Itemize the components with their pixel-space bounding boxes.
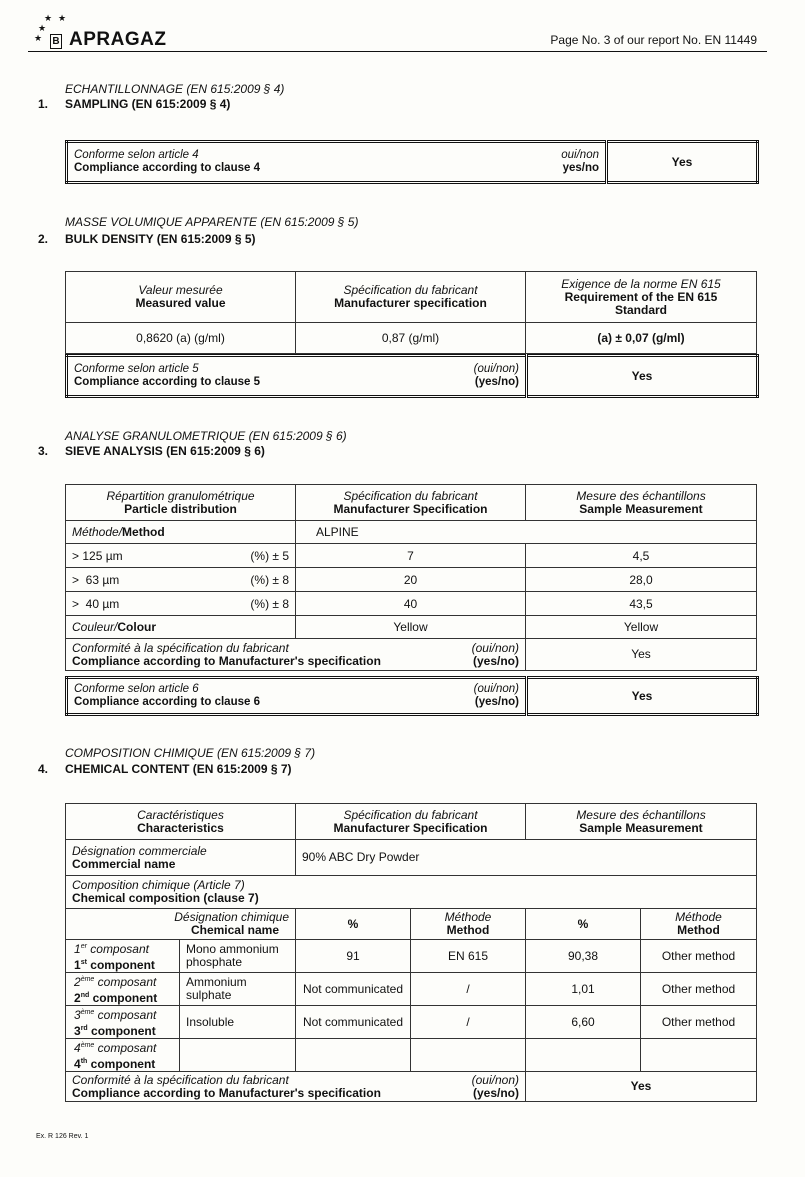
spec-pct: Not communicated — [296, 973, 411, 1006]
component-word-en: component — [92, 991, 158, 1005]
compliance-label-en: Compliance according to clause 5 — [74, 376, 260, 388]
bulk-compliance-table — [65, 354, 759, 398]
yesno-label-fr: (oui/non) — [473, 683, 519, 695]
size-cell — [66, 592, 296, 616]
component-word-fr: composant — [97, 1008, 157, 1022]
sampling-compliance-cell — [67, 142, 607, 183]
size-cell — [66, 568, 296, 592]
table-row — [66, 1039, 757, 1072]
label-en: Commercial name — [72, 856, 176, 871]
section-1-title-fr: ECHANTILLONNAGE (EN 615:2009 § 4) — [65, 82, 285, 96]
measured-value: 0,8620 (a) (g/ml) — [66, 323, 296, 354]
colour-label-en: Colour — [117, 620, 157, 634]
section-3-number: 3. — [38, 444, 49, 458]
label-en: Method — [677, 923, 720, 937]
component-word-en: component — [90, 958, 155, 972]
mspec-result: Yes — [526, 639, 757, 671]
component-word-en: component — [91, 1024, 156, 1038]
section-1-title-en: SAMPLING (EN 615:2009 § 4) — [65, 97, 231, 111]
compliance-cell — [67, 678, 527, 715]
header-requirement — [526, 272, 757, 323]
meas-method-header — [641, 909, 757, 940]
header-spec — [296, 272, 526, 323]
sieve-table — [65, 484, 757, 671]
mspec-compliance-cell — [66, 1072, 526, 1102]
method-value: ALPINE — [296, 521, 757, 544]
spec-method — [411, 1039, 526, 1072]
meas-pct: 6,60 — [526, 1006, 641, 1039]
spec-value: 40 — [296, 592, 526, 616]
size-label: > 40 µm — [72, 596, 120, 611]
spec-pct: Not communicated — [296, 1006, 411, 1039]
header-distribution — [66, 485, 296, 521]
spec-value: 7 — [296, 544, 526, 568]
logo-letter: B — [50, 34, 62, 49]
mspec-label-fr: Conformité à la spécification du fabricant — [72, 1072, 289, 1087]
header-fr: Spécification du fabricant — [343, 488, 478, 503]
header-en: Measured value — [135, 296, 226, 310]
spec-pct — [296, 1039, 411, 1072]
requirement-value: (a) ± 0,07 (g/ml) — [526, 323, 757, 354]
sieve-result: Yes — [527, 678, 758, 715]
header-fr: Spécification du fabricant — [343, 807, 478, 822]
tolerance-label: (%) ± 8 — [250, 572, 289, 587]
label-fr: Méthode — [444, 910, 492, 924]
header-en: Standard — [614, 302, 667, 317]
table-row — [66, 568, 757, 592]
ordinal: 4 — [74, 1057, 81, 1071]
star-icon: ★ — [44, 13, 54, 23]
yesno-label-fr: (oui/non) — [471, 640, 519, 655]
header-en: Particle distribution — [124, 501, 237, 516]
mspec-label-en: Compliance according to Manufacturer's specification — [72, 1085, 381, 1100]
ordinal: 4 — [74, 1041, 81, 1055]
compliance-label-fr: Conforme selon article 5 — [74, 363, 199, 375]
component-label — [66, 1039, 180, 1072]
meas-pct: 90,38 — [526, 940, 641, 973]
table-row — [66, 973, 757, 1006]
header-en: Manufacturer Specification — [333, 501, 488, 516]
sampling-result: Yes — [607, 142, 758, 183]
section-3-title-en: SIEVE ANALYSIS (EN 615:2009 § 6) — [65, 444, 265, 458]
header-measured — [66, 272, 296, 323]
header-fr: Exigence de la norme EN 615 — [561, 276, 721, 291]
section-4-title-fr: COMPOSITION CHIMIQUE (EN 615:2009 § 7) — [65, 746, 316, 760]
yesno-label-en: yes/no — [562, 162, 599, 174]
mspec-compliance-cell — [66, 639, 526, 671]
ordinal: 3 — [74, 1008, 81, 1022]
header-en: Characteristics — [137, 820, 224, 835]
label-fr: Méthode — [675, 910, 722, 924]
ordinal-suffix-fr: er — [80, 943, 87, 950]
header-fr: Caractéristiques — [137, 807, 224, 822]
header-fr: Mesure des échantillons — [576, 807, 706, 822]
ordinal: 1 — [74, 942, 81, 956]
section-4-title-en: CHEMICAL CONTENT (EN 615:2009 § 7) — [65, 762, 292, 776]
page-reference: Page No. 3 of our report No. EN 11449 — [550, 33, 757, 47]
size-label: > 63 µm — [72, 572, 120, 587]
label-fr: Désignation commerciale — [72, 843, 207, 858]
component-word-en: component — [90, 1057, 156, 1071]
meas-method: Other method — [641, 940, 757, 973]
meas-pct: 1,01 — [526, 973, 641, 1006]
composition-label — [66, 876, 757, 909]
spec-pct: 91 — [296, 940, 411, 973]
header-spec — [296, 485, 526, 521]
component-label — [66, 973, 180, 1006]
colour-measured: Yellow — [526, 616, 757, 639]
spec-method: EN 615 — [411, 940, 526, 973]
measured-value: 28,0 — [526, 568, 757, 592]
star-icon: ★ — [38, 23, 48, 33]
ordinal-suffix-en: nd — [80, 992, 90, 999]
mspec-label-en: Compliance according to Manufacturer's specification — [72, 653, 381, 668]
chemical-name — [180, 1039, 296, 1072]
header-en: Requirement of the EN 615 — [564, 289, 718, 304]
commercial-name-value: 90% ABC Dry Powder — [296, 840, 757, 876]
chemical-name: Insoluble — [180, 1006, 296, 1039]
tolerance-label: (%) ± 8 — [250, 596, 289, 611]
section-3-title-fr: ANALYSE GRANULOMETRIQUE (EN 615:2009 § 6) — [65, 429, 347, 443]
yesno-label-fr: (oui/non) — [471, 1072, 519, 1087]
spec-method: / — [411, 973, 526, 1006]
ordinal-suffix-fr: ème — [80, 1009, 95, 1016]
size-label: > 125 µm — [72, 548, 123, 563]
header-measurement — [526, 485, 757, 521]
company-name: APRAGAZ — [69, 29, 167, 50]
label-fr: Désignation chimique — [174, 910, 289, 924]
label-en: Method — [446, 923, 490, 937]
ordinal: 2 — [74, 975, 81, 989]
header-fr: Spécification du fabricant — [343, 283, 478, 297]
yesno-label-en: (yes/no) — [474, 696, 519, 708]
section-4-number: 4. — [38, 762, 49, 776]
bulk-result: Yes — [527, 356, 758, 397]
colour-label-fr: Couleur/ — [72, 620, 118, 634]
chemical-name: Ammonium sulphate — [180, 973, 296, 1006]
header-fr: Mesure des échantillons — [576, 488, 706, 503]
yesno-label-en: (yes/no) — [472, 1085, 519, 1100]
compliance-label-fr: Conforme selon article 6 — [74, 683, 199, 695]
colour-label — [66, 616, 296, 639]
compliance-label-en: Compliance according to clause 6 — [74, 696, 260, 708]
bulk-density-table — [65, 271, 757, 354]
component-word-fr: composant — [97, 975, 157, 989]
meas-pct — [526, 1039, 641, 1072]
ordinal: 2 — [74, 991, 81, 1005]
compliance-cell — [67, 356, 527, 397]
measured-value: 4,5 — [526, 544, 757, 568]
colour-spec: Yellow — [296, 616, 526, 639]
table-row — [66, 940, 757, 973]
label-fr: Composition chimique (Article 7) — [72, 878, 245, 892]
section-2-title-fr: MASSE VOLUMIQUE APPARENTE (EN 615:2009 § 5) — [65, 215, 359, 229]
spec-method: / — [411, 1006, 526, 1039]
table-row — [66, 592, 757, 616]
star-icon: ★ — [34, 33, 44, 43]
chemical-result: Yes — [526, 1072, 757, 1102]
component-label — [66, 940, 180, 973]
ordinal-suffix-en: st — [80, 959, 87, 966]
yesno-label-en: (yes/no) — [474, 376, 519, 388]
compliance-label-en: Compliance according to clause 4 — [74, 162, 260, 174]
ordinal: 1 — [74, 958, 81, 972]
spec-value: 0,87 (g/ml) — [296, 323, 526, 354]
method-label — [66, 521, 296, 544]
header-fr: Répartition granulométrique — [106, 488, 255, 503]
ordinal: 3 — [74, 1024, 81, 1038]
ordinal-suffix-en: rd — [80, 1025, 88, 1032]
component-word-fr: composant — [90, 942, 149, 956]
table-row — [66, 1006, 757, 1039]
label-en: Chemical name — [190, 923, 279, 937]
meas-pct-header: % — [526, 909, 641, 940]
header-en: Sample Measurement — [579, 820, 703, 835]
label-en: Chemical composition (clause 7) — [72, 891, 259, 905]
header-en: Sample Measurement — [579, 501, 703, 516]
spec-value: 20 — [296, 568, 526, 592]
yesno-label-en: (yes/no) — [472, 653, 519, 668]
header-characteristics — [66, 804, 296, 840]
component-label — [66, 1006, 180, 1039]
ordinal-suffix-fr: ème — [80, 1042, 95, 1049]
sampling-table — [65, 140, 759, 184]
header-spec — [296, 804, 526, 840]
size-cell — [66, 544, 296, 568]
ordinal-suffix-fr: ème — [80, 976, 95, 983]
header-en: Manufacturer Specification — [333, 820, 488, 835]
form-reference: Ex. R 126 Rev. 1 — [36, 1133, 89, 1140]
chemical-table — [65, 803, 757, 1102]
star-icon: ★ — [58, 13, 68, 23]
mspec-label-fr: Conformité à la spécification du fabricant — [72, 640, 289, 655]
meas-method: Other method — [641, 973, 757, 1006]
header-en: Manufacturer specification — [334, 296, 487, 310]
component-word-fr: composant — [97, 1041, 157, 1055]
yesno-label-fr: (oui/non) — [473, 363, 519, 375]
meas-method — [641, 1039, 757, 1072]
section-1-number: 1. — [38, 97, 49, 111]
section-2-number: 2. — [38, 232, 49, 246]
spec-method-header — [411, 909, 526, 940]
method-label-en: Method — [122, 525, 165, 539]
sieve-compliance-table — [65, 676, 759, 716]
compliance-label-fr: Conforme selon article 4 — [74, 149, 199, 161]
company-logo — [32, 14, 192, 54]
commercial-name-label — [66, 840, 296, 876]
yesno-label-fr: oui/non — [561, 149, 599, 161]
chemical-name: Mono ammonium phosphate — [180, 940, 296, 973]
spec-pct-header: % — [296, 909, 411, 940]
table-row — [66, 544, 757, 568]
ordinal-suffix-en: th — [80, 1058, 88, 1065]
header-fr: Valeur mesurée — [138, 283, 223, 297]
method-label-fr: Méthode/ — [72, 525, 123, 539]
meas-method: Other method — [641, 1006, 757, 1039]
header-divider — [28, 51, 767, 52]
chemical-name-header — [66, 909, 296, 940]
tolerance-label: (%) ± 5 — [250, 548, 289, 563]
header-measurement — [526, 804, 757, 840]
section-2-title-en: BULK DENSITY (EN 615:2009 § 5) — [65, 232, 256, 246]
measured-value: 43,5 — [526, 592, 757, 616]
